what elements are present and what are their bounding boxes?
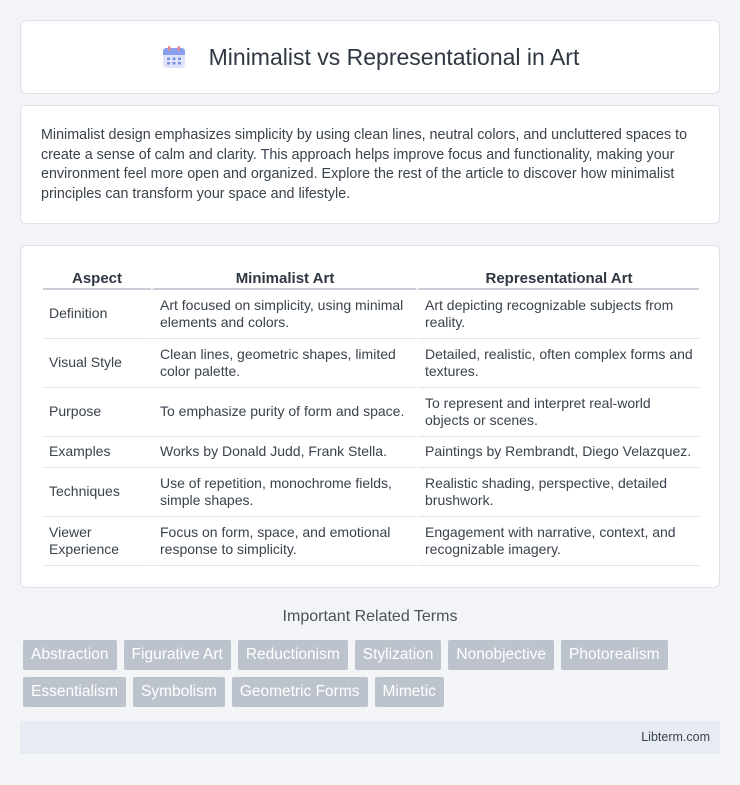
page-title: Minimalist vs Representational in Art (208, 43, 580, 70)
related-terms-row (23, 640, 723, 670)
cell-representational: Art depicting recognizable subjects from reality. (416, 290, 699, 339)
intro-card (20, 105, 720, 224)
cell-representational: Detailed, realistic, often complex forms and textures. (416, 339, 699, 388)
cell-minimalist: Clean lines, geometric shapes, limited color palette. (151, 339, 416, 388)
cell-minimalist: Focus on form, space, and emotional response to simplicity. (151, 517, 416, 566)
term-tag[interactable]: Stylization (355, 640, 442, 670)
cell-aspect: Definition (43, 290, 151, 339)
table-header-row (43, 268, 699, 290)
calendar-icon (161, 44, 187, 70)
footer (20, 721, 720, 754)
table-row (43, 468, 699, 517)
term-tag[interactable]: Photorealism (561, 640, 667, 670)
related-terms-title: Important Related Terms (282, 608, 458, 625)
cell-representational: Engagement with narrative, context, and recognizable imagery. (416, 517, 699, 566)
column-header-minimalist: Minimalist Art (151, 268, 416, 290)
cell-aspect: Viewer Experience (43, 517, 151, 566)
table-row (43, 517, 699, 566)
term-tag[interactable]: Mimetic (375, 677, 444, 707)
column-header-representational: Representational Art (416, 268, 699, 290)
table-row (43, 388, 699, 437)
comparison-table (43, 268, 699, 566)
cell-aspect: Visual Style (43, 339, 151, 388)
related-terms (23, 640, 723, 714)
term-tag[interactable]: Figurative Art (124, 640, 231, 670)
term-tag[interactable]: Reductionism (238, 640, 348, 670)
cell-minimalist: Use of repetition, monochrome fields, simple shapes. (151, 468, 416, 517)
term-tag[interactable]: Abstraction (23, 640, 117, 670)
cell-minimalist: To emphasize purity of form and space. (151, 388, 416, 437)
comparison-table-card (20, 245, 720, 588)
footer-link[interactable]: Libterm.com (641, 730, 710, 744)
cell-representational: To represent and interpret real-world objects or scenes. (416, 388, 699, 437)
intro-text: Minimalist design emphasizes simplicity by using clean lines, neutral colors, and uncluttered spaces to create a sense of calm and clarity. This approach helps improve focus and functionality, making your environment feel more open and organized. Explore the rest of the article to discover how minimalist principles can transform your space and lifestyle. (41, 127, 688, 202)
related-terms-row (23, 677, 723, 707)
term-tag[interactable]: Geometric Forms (232, 677, 368, 707)
term-tag[interactable]: Symbolism (133, 677, 225, 707)
header-card (20, 20, 720, 94)
cell-representational: Paintings by Rembrandt, Diego Velazquez. (416, 437, 699, 468)
column-header-aspect: Aspect (43, 268, 151, 290)
cell-minimalist: Works by Donald Judd, Frank Stella. (151, 437, 416, 468)
cell-minimalist: Art focused on simplicity, using minimal elements and colors. (151, 290, 416, 339)
cell-aspect: Techniques (43, 468, 151, 517)
term-tag[interactable]: Essentialism (23, 677, 126, 707)
table-row (43, 437, 699, 468)
cell-aspect: Purpose (43, 388, 151, 437)
table-row (43, 339, 699, 388)
cell-aspect: Examples (43, 437, 151, 468)
table-row (43, 290, 699, 339)
cell-representational: Realistic shading, perspective, detailed brushwork. (416, 468, 699, 517)
term-tag[interactable]: Nonobjective (448, 640, 554, 670)
